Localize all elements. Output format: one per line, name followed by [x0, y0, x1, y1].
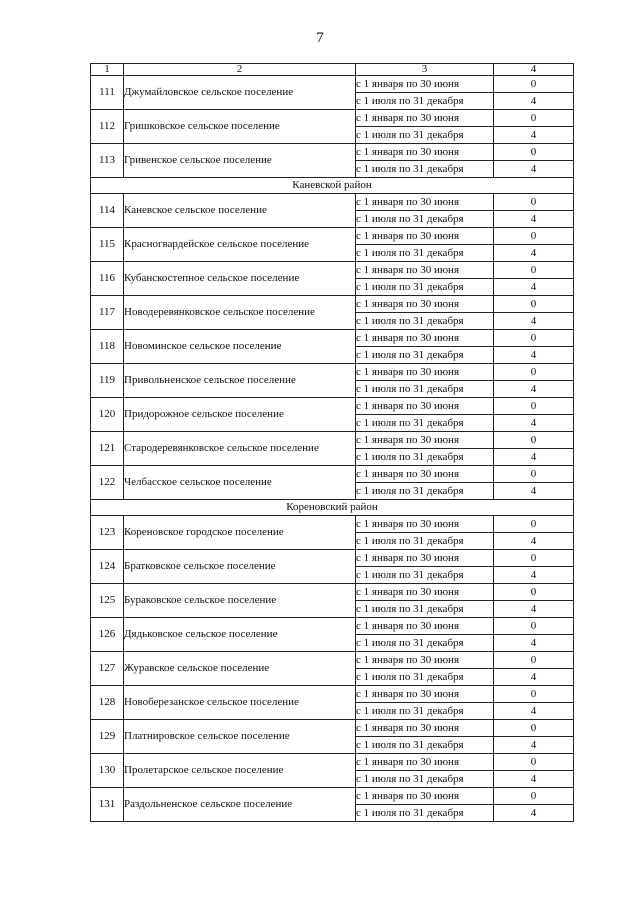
page-number: 7: [316, 30, 324, 46]
value-second-half: 4: [494, 161, 574, 178]
settlement-name: Челбасское сельское поселение: [124, 466, 356, 500]
value-first-half: 0: [494, 584, 574, 601]
value-second-half: 4: [494, 347, 574, 364]
settlement-name: Джумайловское сельское поселение: [124, 76, 356, 110]
row-number: 129: [91, 720, 124, 754]
table-row: [91, 618, 574, 635]
value-second-half: 4: [494, 279, 574, 296]
settlement-name: Гривенское сельское поселение: [124, 144, 356, 178]
settlement-name: Стародеревянковское сельское поселение: [124, 432, 356, 466]
value-second-half: 4: [494, 533, 574, 550]
schedule-table: [90, 63, 574, 822]
period-second-half: с 1 июля по 31 декабря: [356, 415, 494, 432]
value-first-half: 0: [494, 720, 574, 737]
row-number: 124: [91, 550, 124, 584]
settlement-name: Кореновское городское поселение: [124, 516, 356, 550]
table-row: [91, 720, 574, 737]
settlement-name: Бураковское сельское поселение: [124, 584, 356, 618]
value-first-half: 0: [494, 76, 574, 93]
table-row: [91, 754, 574, 771]
period-second-half: с 1 июля по 31 декабря: [356, 601, 494, 618]
table-row: [91, 516, 574, 533]
settlement-name: Красногвардейское сельское поселение: [124, 228, 356, 262]
settlement-name: Привольненское сельское поселение: [124, 364, 356, 398]
table-row: [91, 296, 574, 313]
period-second-half: с 1 июля по 31 декабря: [356, 127, 494, 144]
settlement-name: Новодеревянковское сельское поселение: [124, 296, 356, 330]
period-first-half: с 1 января по 30 июня: [356, 652, 494, 669]
value-second-half: 4: [494, 127, 574, 144]
settlement-name: Братковское сельское поселение: [124, 550, 356, 584]
value-second-half: 4: [494, 313, 574, 330]
period-second-half: с 1 июля по 31 декабря: [356, 347, 494, 364]
period-first-half: с 1 января по 30 июня: [356, 720, 494, 737]
table-row: [91, 228, 574, 245]
table-row: [91, 550, 574, 567]
period-first-half: с 1 января по 30 июня: [356, 296, 494, 313]
value-first-half: 0: [494, 686, 574, 703]
row-number: 117: [91, 296, 124, 330]
table-row: [91, 432, 574, 449]
value-second-half: 4: [494, 93, 574, 110]
value-first-half: 0: [494, 466, 574, 483]
row-number: 116: [91, 262, 124, 296]
table-row: [91, 194, 574, 211]
row-number: 118: [91, 330, 124, 364]
value-second-half: 4: [494, 669, 574, 686]
value-first-half: 0: [494, 754, 574, 771]
table-row: [91, 110, 574, 127]
period-second-half: с 1 июля по 31 декабря: [356, 805, 494, 822]
value-second-half: 4: [494, 805, 574, 822]
period-first-half: с 1 января по 30 июня: [356, 110, 494, 127]
row-number: 127: [91, 652, 124, 686]
row-number: 128: [91, 686, 124, 720]
period-second-half: с 1 июля по 31 декабря: [356, 449, 494, 466]
period-first-half: с 1 января по 30 июня: [356, 754, 494, 771]
settlement-name: Платнировское сельское поселение: [124, 720, 356, 754]
settlement-name: Журавское сельское поселение: [124, 652, 356, 686]
value-first-half: 0: [494, 652, 574, 669]
row-number: 115: [91, 228, 124, 262]
settlement-name: Кубанскостепное сельское поселение: [124, 262, 356, 296]
period-first-half: с 1 января по 30 июня: [356, 584, 494, 601]
period-second-half: с 1 июля по 31 декабря: [356, 161, 494, 178]
period-second-half: с 1 июля по 31 декабря: [356, 737, 494, 754]
row-number: 111: [91, 76, 124, 110]
value-first-half: 0: [494, 618, 574, 635]
period-second-half: с 1 июля по 31 декабря: [356, 635, 494, 652]
period-second-half: с 1 июля по 31 декабря: [356, 771, 494, 788]
value-second-half: 4: [494, 703, 574, 720]
row-number: 119: [91, 364, 124, 398]
period-second-half: с 1 июля по 31 декабря: [356, 313, 494, 330]
table-row: [91, 686, 574, 703]
value-second-half: 4: [494, 415, 574, 432]
table-row: [91, 584, 574, 601]
table-row: [91, 466, 574, 483]
period-second-half: с 1 июля по 31 декабря: [356, 669, 494, 686]
period-first-half: с 1 января по 30 июня: [356, 364, 494, 381]
table-header-row: [91, 64, 574, 76]
value-second-half: 4: [494, 771, 574, 788]
period-second-half: с 1 июля по 31 декабря: [356, 279, 494, 296]
row-number: 120: [91, 398, 124, 432]
value-first-half: 0: [494, 788, 574, 805]
value-first-half: 0: [494, 110, 574, 127]
period-first-half: с 1 января по 30 июня: [356, 398, 494, 415]
settlement-name: Пролетарское сельское поселение: [124, 754, 356, 788]
value-first-half: 0: [494, 364, 574, 381]
value-first-half: 0: [494, 144, 574, 161]
row-number: 113: [91, 144, 124, 178]
table-row: [91, 398, 574, 415]
period-first-half: с 1 января по 30 июня: [356, 330, 494, 347]
period-second-half: с 1 июля по 31 декабря: [356, 381, 494, 398]
settlement-name: Гришковское сельское поселение: [124, 110, 356, 144]
district-name: Каневской район: [91, 178, 574, 194]
row-number: 131: [91, 788, 124, 822]
settlement-name: Придорожное сельское поселение: [124, 398, 356, 432]
table-row: [91, 144, 574, 161]
period-second-half: с 1 июля по 31 декабря: [356, 703, 494, 720]
row-number: 121: [91, 432, 124, 466]
district-row: [91, 500, 574, 516]
value-second-half: 4: [494, 211, 574, 228]
row-number: 125: [91, 584, 124, 618]
settlement-name: Новоберезанское сельское поселение: [124, 686, 356, 720]
period-second-half: с 1 июля по 31 декабря: [356, 93, 494, 110]
value-first-half: 0: [494, 228, 574, 245]
period-first-half: с 1 января по 30 июня: [356, 432, 494, 449]
table-row: [91, 788, 574, 805]
value-first-half: 0: [494, 516, 574, 533]
table-row: [91, 262, 574, 279]
period-first-half: с 1 января по 30 июня: [356, 788, 494, 805]
period-first-half: с 1 января по 30 июня: [356, 516, 494, 533]
row-number: 126: [91, 618, 124, 652]
header-cell-1: 1: [91, 64, 124, 76]
value-second-half: 4: [494, 449, 574, 466]
value-second-half: 4: [494, 601, 574, 618]
settlement-name: Дядьковское сельское поселение: [124, 618, 356, 652]
table-row: [91, 364, 574, 381]
value-first-half: 0: [494, 550, 574, 567]
period-first-half: с 1 января по 30 июня: [356, 262, 494, 279]
row-number: 123: [91, 516, 124, 550]
value-second-half: 4: [494, 483, 574, 500]
district-row: [91, 178, 574, 194]
value-first-half: 0: [494, 330, 574, 347]
settlement-name: Новоминское сельское поселение: [124, 330, 356, 364]
value-first-half: 0: [494, 398, 574, 415]
period-first-half: с 1 января по 30 июня: [356, 228, 494, 245]
value-second-half: 4: [494, 381, 574, 398]
period-first-half: с 1 января по 30 июня: [356, 466, 494, 483]
period-first-half: с 1 января по 30 июня: [356, 144, 494, 161]
settlement-name: Раздольненское сельское поселение: [124, 788, 356, 822]
row-number: 122: [91, 466, 124, 500]
period-first-half: с 1 января по 30 июня: [356, 550, 494, 567]
value-first-half: 0: [494, 296, 574, 313]
district-name: Кореновский район: [91, 500, 574, 516]
period-first-half: с 1 января по 30 июня: [356, 686, 494, 703]
value-second-half: 4: [494, 635, 574, 652]
row-number: 112: [91, 110, 124, 144]
table-row: [91, 330, 574, 347]
period-second-half: с 1 июля по 31 декабря: [356, 211, 494, 228]
period-second-half: с 1 июля по 31 декабря: [356, 533, 494, 550]
period-second-half: с 1 июля по 31 декабря: [356, 567, 494, 584]
table-row: [91, 76, 574, 93]
header-cell-3: 3: [356, 64, 494, 76]
period-second-half: с 1 июля по 31 декабря: [356, 483, 494, 500]
period-first-half: с 1 января по 30 июня: [356, 76, 494, 93]
row-number: 114: [91, 194, 124, 228]
header-cell-2: 2: [124, 64, 356, 76]
period-second-half: с 1 июля по 31 декабря: [356, 245, 494, 262]
table-row: [91, 652, 574, 669]
row-number: 130: [91, 754, 124, 788]
value-first-half: 0: [494, 432, 574, 449]
value-second-half: 4: [494, 245, 574, 262]
value-second-half: 4: [494, 567, 574, 584]
period-first-half: с 1 января по 30 июня: [356, 194, 494, 211]
value-first-half: 0: [494, 194, 574, 211]
value-first-half: 0: [494, 262, 574, 279]
period-first-half: с 1 января по 30 июня: [356, 618, 494, 635]
value-second-half: 4: [494, 737, 574, 754]
settlement-name: Каневское сельское поселение: [124, 194, 356, 228]
header-cell-4: 4: [494, 64, 574, 76]
